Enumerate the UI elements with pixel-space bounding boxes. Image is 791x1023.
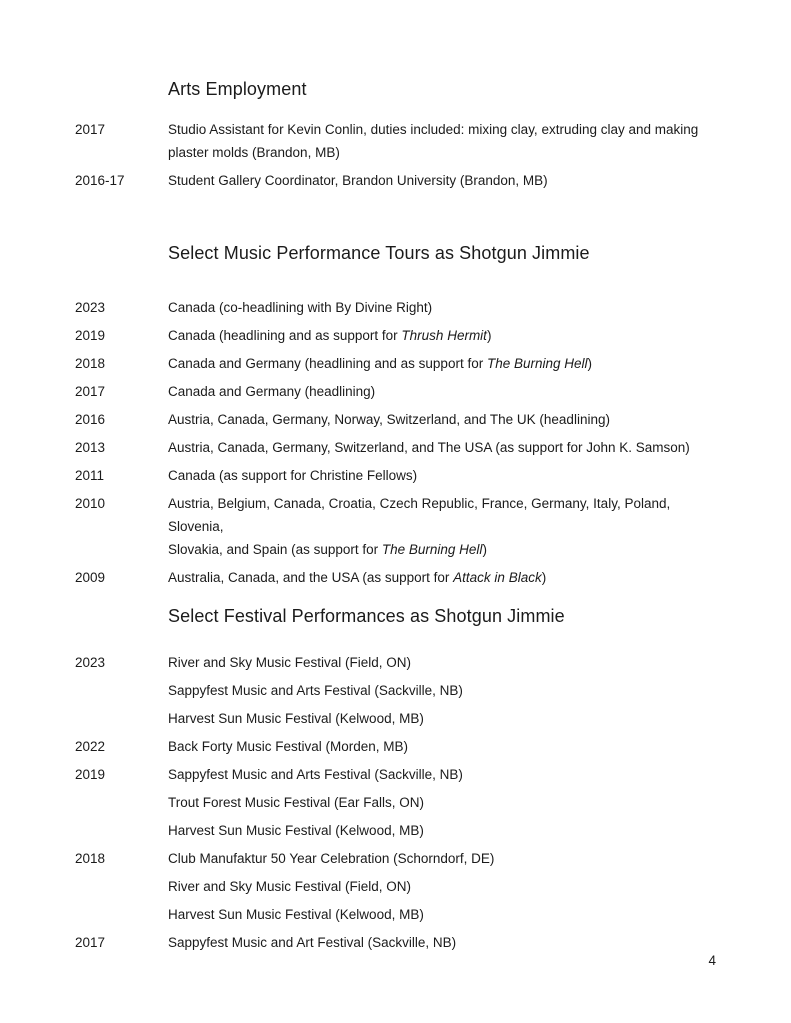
section-entries	[75, 296, 716, 589]
entry-description	[168, 436, 716, 459]
entry-description	[168, 408, 716, 431]
entry-description	[168, 324, 716, 347]
cv-entry	[75, 735, 716, 758]
section-entries	[75, 118, 716, 192]
entry-line: Slovakia, and Spain (as support for The Burning Hell)	[168, 542, 487, 557]
cv-entry	[75, 324, 716, 347]
cv-entry	[75, 875, 716, 898]
cv-entry	[75, 651, 716, 674]
entry-year: 2017	[75, 122, 106, 137]
cv-entry	[75, 464, 716, 487]
entry-line: Harvest Sun Music Festival (Kelwood, MB)	[168, 823, 424, 838]
entry-year: 2013	[75, 440, 106, 455]
entry-line: Trout Forest Music Festival (Ear Falls, ON)	[168, 795, 425, 810]
entry-year: 2023	[75, 300, 106, 315]
entry-line: Austria, Canada, Germany, Norway, Switzerland, and The UK (headlining)	[168, 412, 610, 427]
entry-line: Australia, Canada, and the USA (as support for Attack in Black)	[168, 570, 547, 585]
entry-description	[168, 707, 716, 730]
entry-year	[75, 791, 168, 814]
entry-line: Sappyfest Music and Arts Festival (Sackville, NB)	[168, 683, 463, 698]
entry-description	[168, 875, 716, 898]
entry-description	[168, 847, 716, 870]
page-number: 4	[708, 953, 716, 968]
cv-entry	[75, 819, 716, 842]
entry-year: 2022	[75, 739, 106, 754]
entry-line: Sappyfest Music and Art Festival (Sackville, NB)	[168, 935, 457, 950]
entry-year: 2009	[75, 570, 106, 585]
entry-description	[168, 169, 716, 192]
entry-line: Student Gallery Coordinator, Brandon University (Brandon, MB)	[168, 173, 548, 188]
entry-line: Austria, Canada, Germany, Switzerland, and The USA (as support for John K. Samson)	[168, 440, 690, 455]
cv-entry	[75, 931, 716, 954]
entry-description	[168, 763, 716, 786]
entry-description	[168, 492, 716, 561]
entry-line: Harvest Sun Music Festival (Kelwood, MB)	[168, 907, 424, 922]
entry-year: 2018	[75, 356, 106, 371]
cv-entry	[75, 380, 716, 403]
entry-line: River and Sky Music Festival (Field, ON)	[168, 879, 412, 894]
entry-line: Canada (headlining and as support for Thrush Hermit)	[168, 328, 492, 343]
cv-entry	[75, 352, 716, 375]
entry-line: Canada and Germany (headlining)	[168, 384, 376, 399]
entry-description	[168, 118, 716, 164]
entry-line: Canada and Germany (headlining and as support for The Burning Hell)	[168, 356, 593, 371]
cv-entry	[75, 763, 716, 786]
entry-line: Austria, Belgium, Canada, Croatia, Czech Republic, France, Germany, Italy, Poland, Slovenia,	[168, 496, 671, 534]
entry-year: 2010	[75, 496, 106, 511]
entry-year: 2018	[75, 851, 106, 866]
entry-description	[168, 819, 716, 842]
entry-year	[75, 819, 168, 842]
cv-entry	[75, 903, 716, 926]
entry-description	[168, 791, 716, 814]
cv-entry	[75, 408, 716, 431]
entry-line: Studio Assistant for Kevin Conlin, duties included: mixing clay, extruding clay and making	[168, 122, 699, 137]
cv-entry	[75, 566, 716, 589]
entry-description	[168, 464, 716, 487]
cv-entry	[75, 847, 716, 870]
entry-year: 2016	[75, 412, 106, 427]
entry-year	[75, 903, 168, 926]
section-entries	[75, 651, 716, 954]
entry-year	[75, 679, 168, 702]
entry-description	[168, 903, 716, 926]
cv-entry	[75, 436, 716, 459]
entry-description	[168, 735, 716, 758]
cv-entry	[75, 679, 716, 702]
entry-year: 2023	[75, 655, 106, 670]
entry-year: 2019	[75, 767, 106, 782]
cv-entry	[75, 118, 716, 164]
section-arts-employment	[75, 78, 716, 192]
entry-description	[168, 566, 716, 589]
entry-line: Canada (co-headlining with By Divine Right)	[168, 300, 433, 315]
entry-line: Club Manufaktur 50 Year Celebration (Schorndorf, DE)	[168, 851, 495, 866]
entry-description	[168, 380, 716, 403]
section-festival-performances	[75, 605, 716, 954]
entry-description	[168, 296, 716, 319]
cv-entry	[75, 791, 716, 814]
entry-year	[75, 707, 168, 730]
entry-line: Canada (as support for Christine Fellows)	[168, 468, 418, 483]
entry-line: Harvest Sun Music Festival (Kelwood, MB)	[168, 711, 424, 726]
entry-year: 2011	[75, 468, 105, 483]
section-title-music-performance-tours: Select Music Performance Tours as Shotgun Jimmie	[168, 243, 590, 263]
cv-entry	[75, 296, 716, 319]
entry-line: Back Forty Music Festival (Morden, MB)	[168, 739, 409, 754]
entry-year: 2019	[75, 328, 106, 343]
cv-entry	[75, 707, 716, 730]
entry-description	[168, 352, 716, 375]
entry-year: 2017	[75, 935, 106, 950]
entry-line: Sappyfest Music and Arts Festival (Sackville, NB)	[168, 767, 463, 782]
section-title-arts-employment: Arts Employment	[168, 79, 307, 99]
entry-year	[75, 875, 168, 898]
entry-year: 2016-17	[75, 173, 125, 188]
cv-entry	[75, 492, 716, 561]
entry-description	[168, 931, 716, 954]
entry-year: 2017	[75, 384, 106, 399]
entry-description	[168, 651, 716, 674]
entry-line: River and Sky Music Festival (Field, ON)	[168, 655, 412, 670]
entry-description	[168, 679, 716, 702]
section-music-performance-tours	[75, 242, 716, 589]
cv-entry	[75, 169, 716, 192]
section-title-festival-performances: Select Festival Performances as Shotgun Jimmie	[168, 606, 565, 626]
entry-line: plaster molds (Brandon, MB)	[168, 145, 340, 160]
